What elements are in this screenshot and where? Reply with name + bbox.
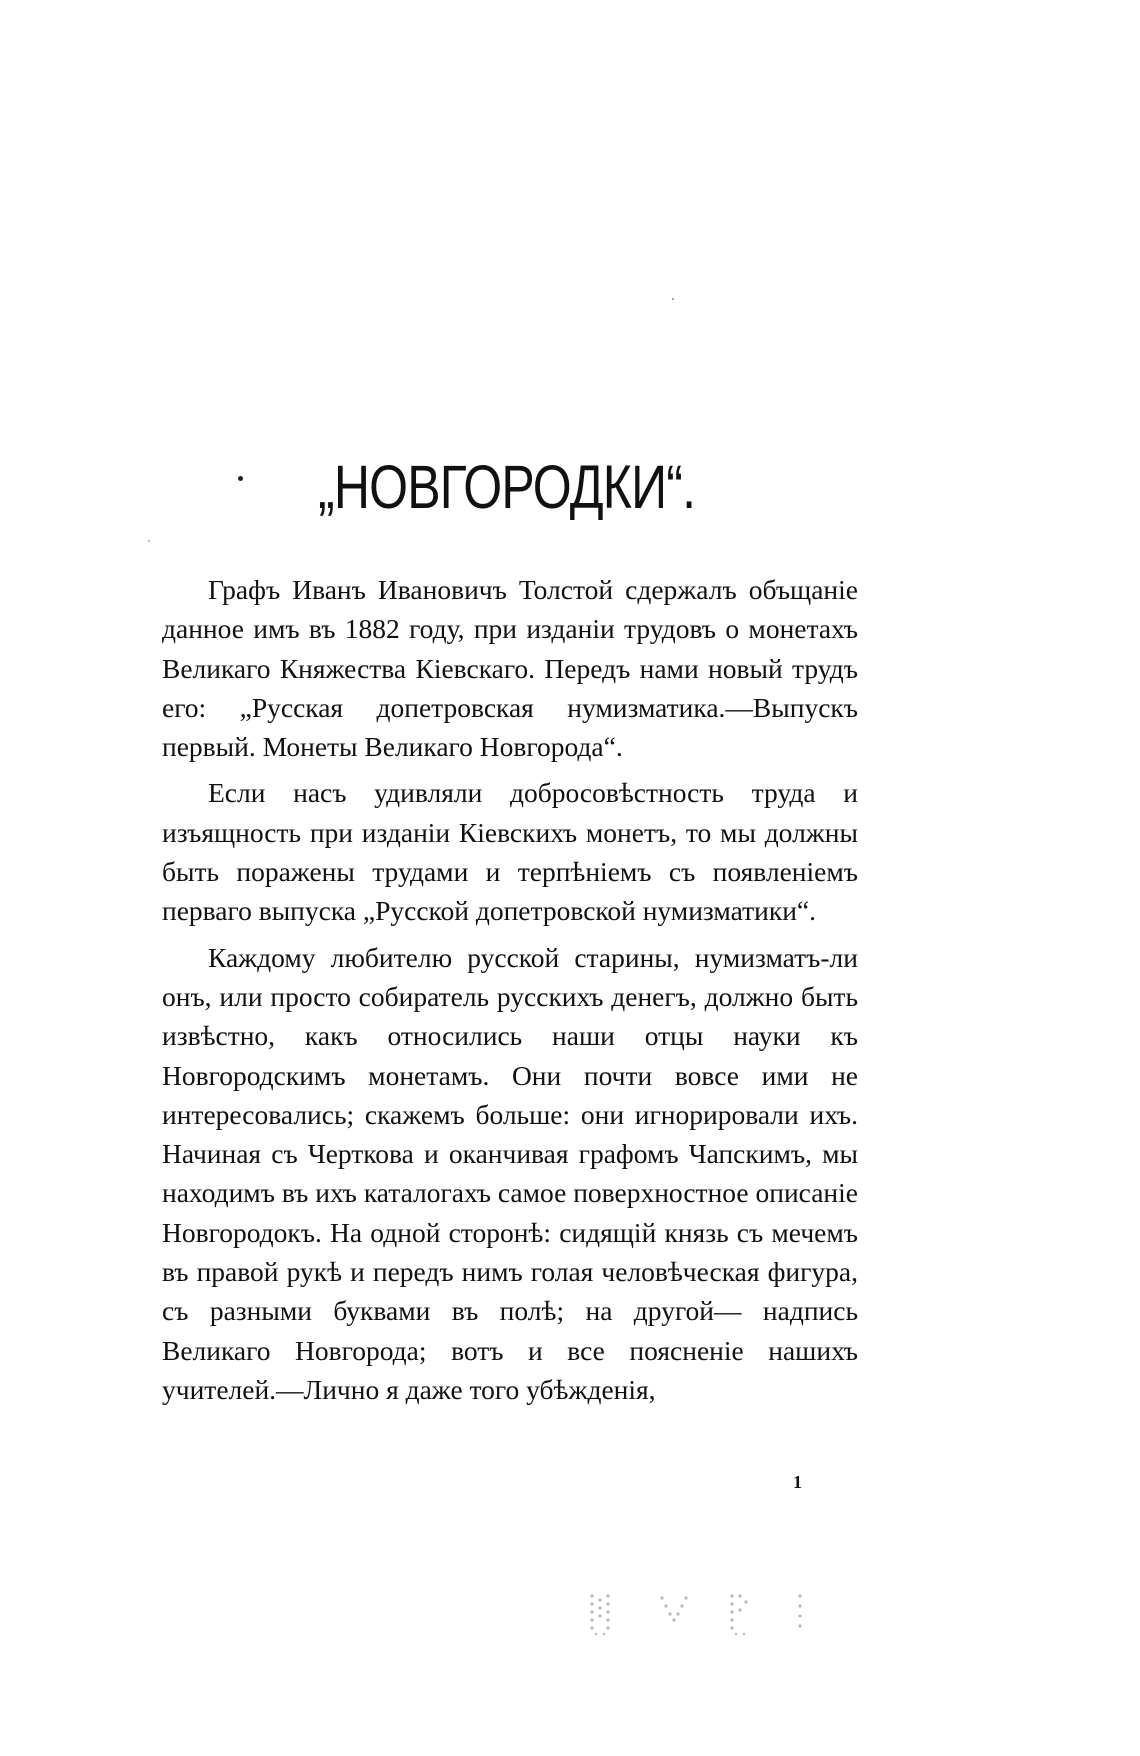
paragraph: Каждому любителю русской старины, нумизматъ-ли онъ, или просто собиратель русскихъ денегъ, должно быть извѣстно, какъ относились наши отцы науки къ Новгородскимъ монетамъ. Они почти вовсе ими не интересовались; скажемъ больше: они игнорировали ихъ. Начиная съ Черткова и оканчивая графомъ Чапскимъ, мы находимъ въ ихъ каталогахъ самое поверхностное описаніе Новгородокъ. На одной сторонѣ: сидящій князь съ мечемъ въ правой рукѣ и передъ нимъ голая человѣческая фигура, съ разными буквами въ полѣ; на другой— надпись Великаго Новгорода; вотъ и все поясненіе нашихъ учителей.—Лично я даже того убѣжденія, bbox=[162, 941, 858, 1405]
speck-mark bbox=[148, 540, 150, 542]
printer-dot bbox=[238, 476, 243, 481]
paragraph: Графъ Иванъ Ивановичъ Толстой сдержалъ объщаніе данное имъ въ 1882 году, при изданіи трудовъ о монетахъ Великаго Княжества Кіевскаго. Передъ нами новый трудъ его: „Русская допетровская нумизматика.—Выпускъ первый. Монеты Великаго Новгорода“. bbox=[162, 574, 858, 763]
body-text bbox=[162, 570, 858, 1416]
speck-mark bbox=[672, 298, 674, 300]
paragraph: Если насъ удивляли добросовѣстность труда и изъящность при изданіи Кіевскихъ монетъ, то мы должны быть поражены трудами и терпѣніемъ съ появленіемъ перваго выпуска „Русской допетровской нумизматики“. bbox=[162, 777, 858, 927]
chapter-heading: „НОВГОРОДКИ“. bbox=[318, 453, 696, 521]
page-number: 1 bbox=[793, 1472, 802, 1492]
library-stamp-icon bbox=[588, 1590, 806, 1640]
